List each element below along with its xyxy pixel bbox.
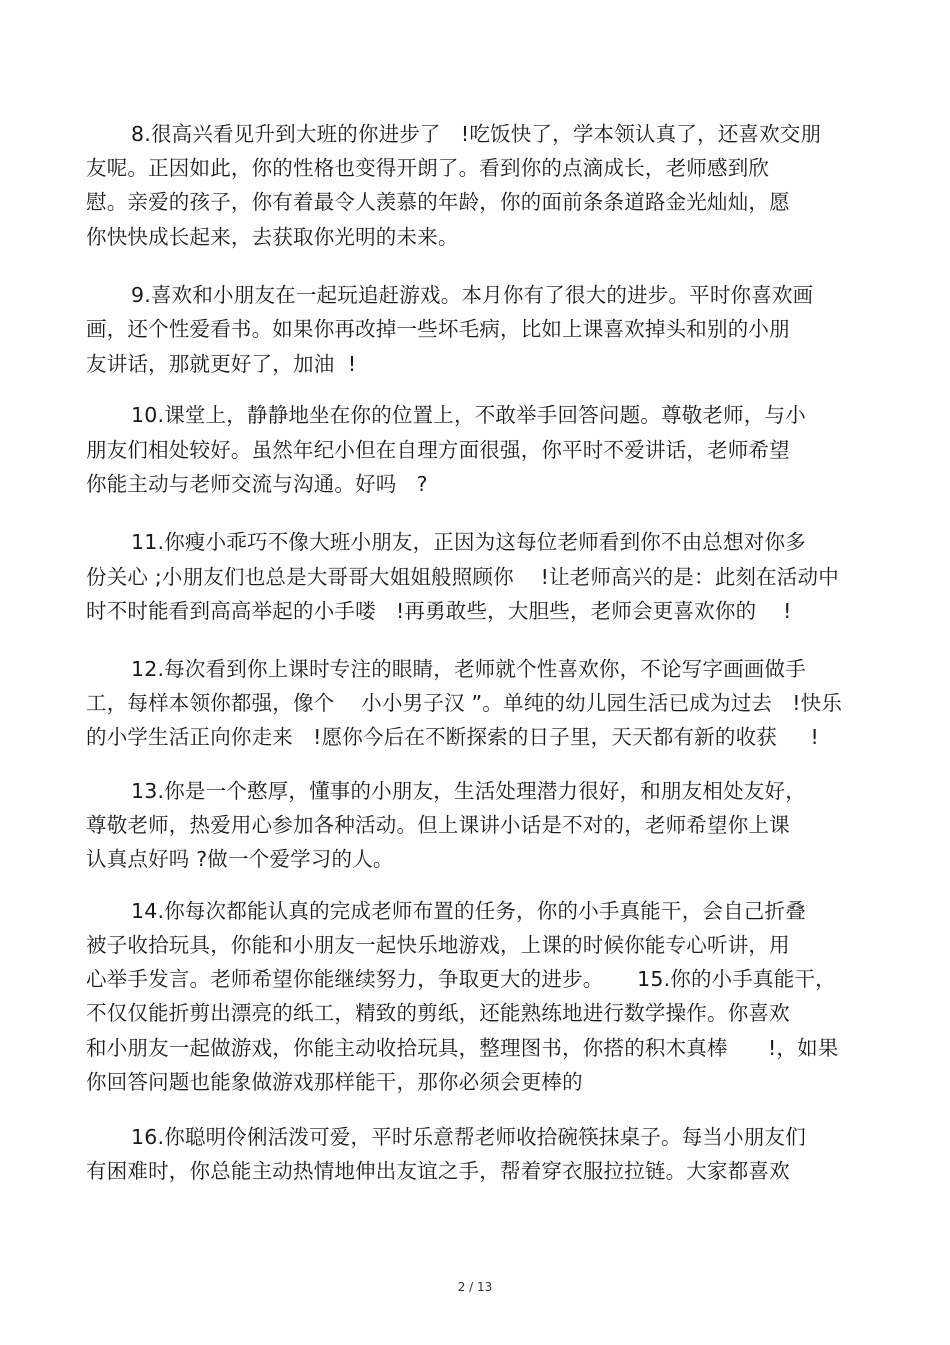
text-line: 慰。亲爱的孩子，你有着最令人羡慕的年龄，你的面前条条道路金光灿灿，愿 — [86, 190, 790, 214]
page-number: 2 / 13 — [457, 1280, 493, 1294]
text-line: 有困难时，你总能主动热情地伸出友谊之手，帮着穿衣服拉拉链。大家都喜欢 — [86, 1159, 790, 1183]
text-line: 不仅仅能折剪出漂亮的纸工，精致的剪纸，还能熟练地进行数学操作。你喜欢 — [86, 1001, 790, 1025]
text-line: 你回答问题也能象做游戏那样能干，那你必须会更棒的 — [86, 1070, 583, 1094]
text-line: 工，每样本领你都强，像个 小小男子汉 ”。单纯的幼儿园生活已成为过去 !快乐 — [86, 691, 843, 715]
text-line: 被子收拾玩具，你能和小朋友一起快乐地游戏，上课的时候你能专心听讲，用 — [86, 933, 790, 957]
text-line: 朋友们相处较好。虽然年纪小但在自理方面很强，你平时不爱讲话，老师希望 — [86, 438, 790, 462]
text-line: 和小朋友一起做游戏，你能主动收拾玩具，整理图书，你搭的积木真棒 !，如果 — [86, 1036, 839, 1060]
text-line: 你能主动与老师交流与沟通。好吗 ? — [86, 472, 428, 496]
text-line: 时不时能看到高高举起的小手喽 !再勇敢些，大胆些，老师会更喜欢你的 ! — [86, 599, 792, 623]
text-line: 画，还个性爱看书。如果你再改掉一些坏毛病，比如上课喜欢掉头和别的小朋 — [86, 317, 790, 341]
text-line: 你快快成长起来，去获取你光明的未来。 — [86, 225, 459, 249]
text-line: 的小学生活正向你走来 !愿你今后在不断探索的日子里，天天都有新的收获 ! — [86, 725, 819, 749]
text-line: 8.很高兴看见升到大班的你进步了 !吃饭快了，学本领认真了，还喜欢交朋 — [131, 122, 822, 146]
text-line: 尊敬老师，热爱用心参加各种活动。但上课讲小话是不对的，老师希望你上课 — [86, 813, 790, 837]
text-line: 份关心 ;小朋友们也总是大哥哥大姐姐般照顾你 !让老师高兴的是：此刻在活动中 — [86, 565, 839, 589]
text-line: 16.你聪明伶俐活泼可爱，平时乐意帮老师收拾碗筷抹桌子。每当小朋友们 — [131, 1125, 806, 1149]
text-line: 友呢。正因如此，你的性格也变得开朗了。看到你的点滴成长，老师感到欣 — [86, 156, 770, 180]
text-line: 12.每次看到你上课时专注的眼睛，老师就个性喜欢你，不论写字画画做手 — [131, 657, 806, 681]
text-line: 13.你是一个憨厚，懂事的小朋友，生活处理潜力很好，和朋友相处友好， — [131, 779, 806, 803]
text-line: 11.你瘦小乖巧不像大班小朋友，正因为这每位老师看到你不由总想对你多 — [131, 530, 806, 554]
text-line: 14.你每次都能认真的完成老师布置的任务，你的小手真能干，会自己折叠 — [131, 899, 806, 923]
text-line: 9.喜欢和小朋友在一起玩追赶游戏。本月你有了很大的进步。平时你喜欢画 — [131, 283, 814, 307]
text-line: 心举手发言。老师希望你能继续努力，争取更大的进步。 15.你的小手真能干， — [86, 967, 836, 991]
text-line: 友讲话，那就更好了，加油 ! — [86, 352, 357, 376]
text-line: 10.课堂上，静静地坐在你的位置上，不敢举手回答问题。尊敬老师，与小 — [131, 403, 806, 427]
text-line: 认真点好吗 ?做一个爱学习的人。 — [86, 847, 394, 871]
